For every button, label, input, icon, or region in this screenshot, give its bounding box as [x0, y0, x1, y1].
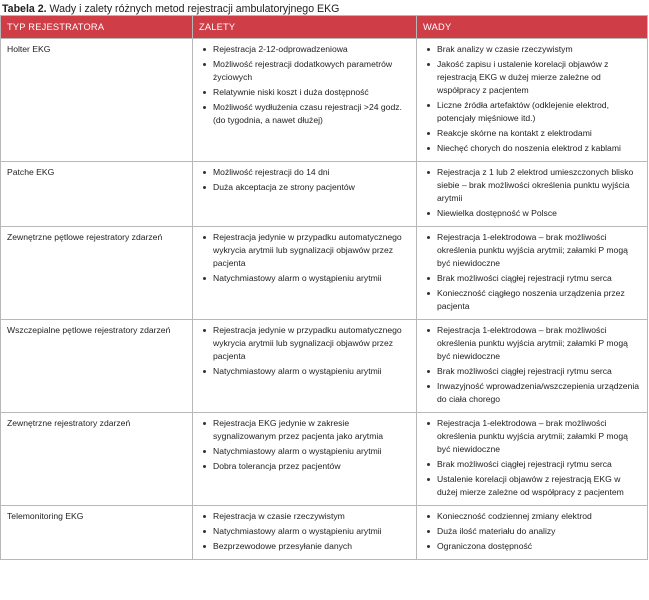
table-row — [1, 506, 648, 560]
list-item: Bezprzewodowe przesyłanie danych — [199, 540, 410, 553]
list-item: Możliwość rejestracji do 14 dni — [199, 166, 410, 179]
pros-list — [199, 43, 410, 127]
cell-pros — [193, 227, 417, 320]
list-item: Niewielka dostępność w Polsce — [423, 207, 641, 220]
cell-type: Zewnętrzne rejestratory zdarzeń — [1, 413, 193, 506]
list-item: Możliwość rejestracji dodatkowych parametrów życiowych — [199, 58, 410, 84]
cell-cons — [417, 162, 648, 227]
list-item: Dobra tolerancja przez pacjentów — [199, 460, 410, 473]
table-row — [1, 39, 648, 162]
list-item: Brak możliwości ciągłej rejestracji rytmu serca — [423, 458, 641, 471]
table-caption-label: Tabela 2. — [2, 3, 47, 15]
list-item: Natychmiastowy alarm o wystąpieniu arytmii — [199, 272, 410, 285]
table-caption-text: Wady i zalety różnych metod rejestracji ambulatoryjnego EKG — [49, 3, 340, 15]
list-item: Rejestracja jedynie w przypadku automatycznego wykrycia arytmii lub sygnalizacji objawów przez pacjenta — [199, 324, 410, 363]
list-item: Rejestracja EKG jedynie w zakresie sygnalizowanym przez pacjenta jako arytmia — [199, 417, 410, 443]
cell-pros — [193, 320, 417, 413]
cell-cons — [417, 320, 648, 413]
table-header — [1, 16, 648, 39]
cell-type: Holter EKG — [1, 39, 193, 162]
list-item: Rejestracja 1-elektrodowa – brak możliwości określenia punktu wyjścia arytmii; załamki P mogą być niewidoczne — [423, 324, 641, 363]
list-item: Konieczność ciągłego noszenia urządzenia przez pacjenta — [423, 287, 641, 313]
cell-type: Wszczepialne pętlowe rejestratory zdarzeń — [1, 320, 193, 413]
table-row — [1, 320, 648, 413]
pros-list — [199, 166, 410, 194]
list-item: Rejestracja w czasie rzeczywistym — [199, 510, 410, 523]
cell-pros — [193, 39, 417, 162]
cell-type: Patche EKG — [1, 162, 193, 227]
pros-list — [199, 417, 410, 473]
list-item: Duża ilość materiału do analizy — [423, 525, 641, 538]
comparison-table — [0, 15, 648, 560]
header-cons: WADY — [417, 16, 648, 39]
header-type: TYP REJESTRATORA — [1, 16, 193, 39]
cons-list — [423, 166, 641, 220]
list-item: Natychmiastowy alarm o wystąpieniu arytmii — [199, 365, 410, 378]
list-item: Brak analizy w czasie rzeczywistym — [423, 43, 641, 56]
cell-cons — [417, 227, 648, 320]
pros-list — [199, 510, 410, 553]
cell-pros — [193, 506, 417, 560]
list-item: Rejestracja jedynie w przypadku automatycznego wykrycia arytmii lub sygnalizacji objawów przez pacjenta — [199, 231, 410, 270]
cell-pros — [193, 413, 417, 506]
list-item: Natychmiastowy alarm o wystąpieniu arytmii — [199, 445, 410, 458]
list-item: Relatywnie niski koszt i duża dostępność — [199, 86, 410, 99]
cons-list — [423, 324, 641, 406]
cons-list — [423, 231, 641, 313]
list-item: Konieczność codziennej zmiany elektrod — [423, 510, 641, 523]
cell-cons — [417, 413, 648, 506]
cell-cons — [417, 506, 648, 560]
list-item: Ograniczona dostępność — [423, 540, 641, 553]
table-row — [1, 162, 648, 227]
list-item: Rejestracja 1-elektrodowa – brak możliwości określenia punktu wyjścia arytmii; załamki P mogą być niewidoczne — [423, 231, 641, 270]
table-body — [1, 39, 648, 560]
cell-type: Telemonitoring EKG — [1, 506, 193, 560]
list-item: Inwazyjność wprowadzenia/wszczepienia urządzenia do ciała chorego — [423, 380, 641, 406]
list-item: Duża akceptacja ze strony pacjentów — [199, 181, 410, 194]
cons-list — [423, 417, 641, 499]
list-item: Możliwość wydłużenia czasu rejestracji >24 godz. (do tygodnia, a nawet dłużej) — [199, 101, 410, 127]
header-pros: ZALETY — [193, 16, 417, 39]
list-item: Ustalenie korelacji objawów z rejestracją EKG w dużej mierze zależne od współpracy z pacjentem — [423, 473, 641, 499]
list-item: Rejestracja z 1 lub 2 elektrod umieszczonych blisko siebie – brak możliwości określenia punktu wyjścia arytmii — [423, 166, 641, 205]
list-item: Brak możliwości ciągłej rejestracji rytmu serca — [423, 365, 641, 378]
list-item: Liczne źródła artefaktów (odklejenie elektrod, potencjały mięśniowe itd.) — [423, 99, 641, 125]
list-item: Niechęć chorych do noszenia elektrod z kablami — [423, 142, 641, 155]
cell-cons — [417, 39, 648, 162]
cell-type: Zewnętrzne pętlowe rejestratory zdarzeń — [1, 227, 193, 320]
list-item: Natychmiastowy alarm o wystąpieniu arytmii — [199, 525, 410, 538]
table-caption — [0, 0, 649, 15]
table-row — [1, 227, 648, 320]
pros-list — [199, 324, 410, 378]
cell-pros — [193, 162, 417, 227]
table-row — [1, 413, 648, 506]
list-item: Reakcje skórne na kontakt z elektrodami — [423, 127, 641, 140]
pros-list — [199, 231, 410, 285]
cons-list — [423, 43, 641, 155]
list-item: Brak możliwości ciągłej rejestracji rytmu serca — [423, 272, 641, 285]
list-item: Rejestracja 1-elektrodowa – brak możliwości określenia punktu wyjścia arytmii; załamki P mogą być niewidoczne — [423, 417, 641, 456]
list-item: Rejestracja 2-12-odprowadzeniowa — [199, 43, 410, 56]
cons-list — [423, 510, 641, 553]
list-item: Jakość zapisu i ustalenie korelacji objawów z rejestracją EKG w dużej mierze zależne od współpracy z pacjentem — [423, 58, 641, 97]
